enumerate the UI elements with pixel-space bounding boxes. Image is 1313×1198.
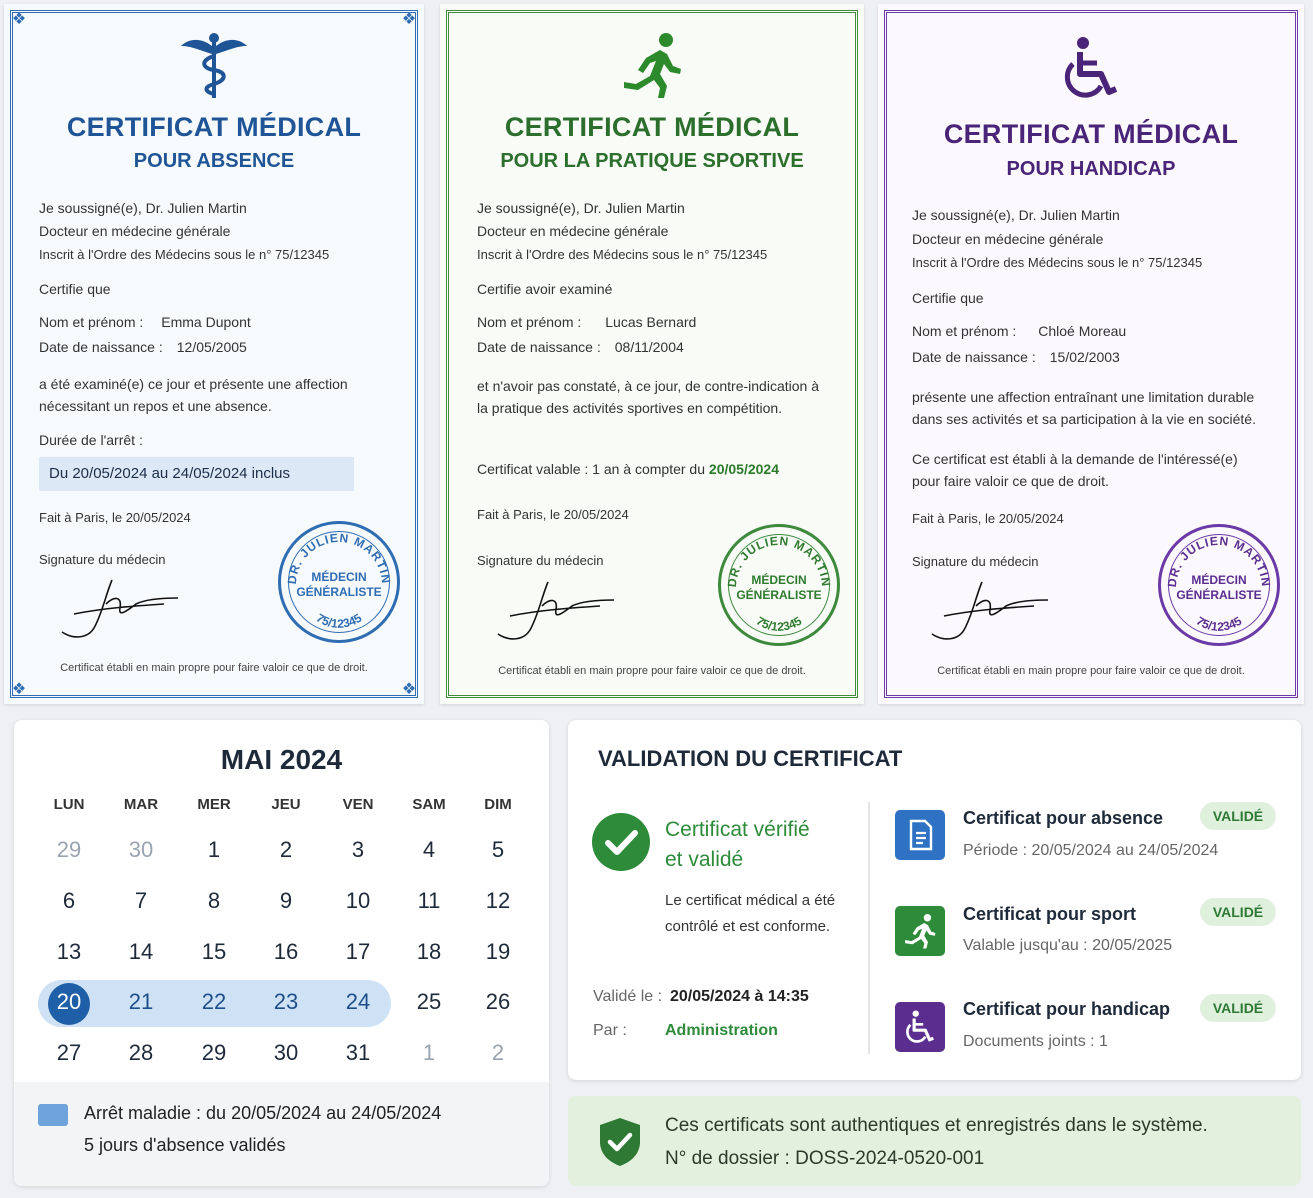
- shield-check-icon: [598, 1116, 642, 1173]
- item-title: Certificat pour absence: [963, 808, 1164, 828]
- status-line-1: Certificat vérifié: [665, 818, 810, 841]
- stamp-name: DR. JULIEN MARTIN: [1164, 533, 1274, 588]
- calendar-day[interactable]: 30: [273, 1040, 299, 1065]
- certificate-body: présente une affection entraînant une limitation durable dans ses activités et sa participation à la vie en société.: [912, 389, 1256, 427]
- validation-status: [665, 815, 810, 875]
- dob-label: Date de naissance :: [477, 339, 601, 355]
- calendar-day[interactable]: 8: [207, 888, 221, 913]
- calendar-day[interactable]: 17: [345, 939, 371, 964]
- doctor-title: Docteur en médecine générale: [912, 231, 1104, 247]
- calendar-day[interactable]: 4: [422, 837, 436, 862]
- calendar-day[interactable]: 29: [201, 1040, 227, 1065]
- calendar-day[interactable]: 23: [273, 989, 299, 1014]
- patient-dob: 12/05/2005: [176, 339, 247, 355]
- patient-name: Chloé Moreau: [1038, 323, 1127, 339]
- doctor-intro: Je soussigné(e), Dr. Julien Martin: [477, 200, 685, 216]
- stamp-role-1: MÉDECIN: [1191, 573, 1247, 587]
- dob-label: Date de naissance :: [39, 339, 163, 355]
- stamp-role-1: MÉDECIN: [751, 573, 807, 587]
- certificate-subtitle: POUR ABSENCE: [133, 150, 295, 172]
- certificate-title: CERTIFICAT MÉDICAL: [66, 112, 362, 142]
- stamp-role: [281, 570, 397, 600]
- done-at: Fait à Paris, le 20/05/2024: [39, 510, 191, 525]
- status-badge: VALIDÉ: [1200, 802, 1276, 830]
- doctor-title: Docteur en médecine générale: [39, 223, 231, 239]
- stamp-name: DR. JULIEN MARTIN: [724, 533, 834, 588]
- stamp-role-2: GÉNÉRALISTE: [296, 585, 382, 599]
- calendar-day[interactable]: 15: [201, 939, 227, 964]
- item-detail: Période : 20/05/2024 au 24/05/2024: [963, 842, 1219, 859]
- calendar-day[interactable]: 18: [416, 939, 442, 964]
- calendar-day[interactable]: 6: [62, 888, 76, 913]
- doctor-order: Inscrit à l'Ordre des Médecins sous le n° 75/12345: [477, 247, 768, 262]
- done-at: Fait à Paris, le 20/05/2024: [912, 511, 1064, 526]
- validation-title: VALIDATION DU CERTIFICAT: [598, 746, 903, 771]
- certificate-body: a été examiné(e) ce jour et présente une affection nécessitant un repos et une absence.: [39, 376, 348, 414]
- certificate-footer: Certificat établi en main propre pour faire valoir ce que de droit.: [498, 665, 806, 677]
- calendar-day[interactable]: 26: [485, 989, 511, 1014]
- certificate-body: et n'avoir pas constaté, à ce jour, de contre-indication à la pratique des activités sportives en compétition.: [477, 378, 819, 416]
- calendar-day[interactable]: 14: [128, 939, 154, 964]
- certify-text: Certifie avoir examiné: [477, 281, 613, 297]
- certificate-footer: Certificat établi en main propre pour faire valoir ce que de droit.: [60, 662, 368, 674]
- doctor-stamp: [1158, 524, 1280, 646]
- doctor-signature: [924, 576, 1054, 649]
- description-line-2: contrôlé et est conforme.: [665, 918, 831, 935]
- certificate-handicap: [878, 4, 1304, 704]
- stamp-number: 75/12345: [753, 613, 805, 634]
- calendar-day[interactable]: 31: [345, 1040, 371, 1065]
- certificate-absence: [4, 4, 424, 704]
- calendar-day[interactable]: 16: [273, 939, 299, 964]
- certificate-subtitle: POUR HANDICAP: [1006, 158, 1176, 180]
- duration-value: Du 20/05/2024 au 24/05/2024 inclus: [39, 457, 354, 491]
- validation-panel: [568, 720, 1301, 1080]
- caduceus-icon: [4, 32, 424, 105]
- calendar-day[interactable]: 30: [128, 837, 154, 862]
- certify-text: Certifie que: [912, 290, 984, 306]
- authenticity-text: Ces certificats sont authentiques et enregistrés dans le système.: [665, 1115, 1208, 1136]
- patient-dob: 08/11/2004: [614, 339, 684, 355]
- weekday-header: JEU: [271, 796, 301, 813]
- signature-label: Signature du médecin: [912, 554, 1039, 569]
- doctor-signature: [54, 574, 184, 647]
- corner-ornament-icon: ❖: [11, 679, 27, 698]
- validity-row: [477, 461, 779, 477]
- calendar-day[interactable]: 7: [134, 888, 148, 913]
- weekday-header: VEN: [342, 796, 374, 813]
- weekday-header: MAR: [123, 796, 159, 813]
- stamp-role-2: GÉNÉRALISTE: [1176, 588, 1262, 602]
- calendar-day[interactable]: 9: [279, 888, 293, 913]
- certificate-title: CERTIFICAT MÉDICAL: [943, 119, 1239, 149]
- stamp-role: [721, 573, 837, 603]
- calendar-day[interactable]: 3: [351, 837, 365, 862]
- calendar-day[interactable]: 28: [128, 1040, 154, 1065]
- calendar-day[interactable]: 20: [56, 989, 82, 1014]
- status-badge: VALIDÉ: [1200, 994, 1276, 1022]
- calendar-day[interactable]: 19: [485, 939, 511, 964]
- certificate-sport: [440, 4, 864, 704]
- signature-label: Signature du médecin: [39, 552, 166, 567]
- check-circle-icon: [592, 813, 650, 871]
- corner-ornament-icon: ❖: [11, 9, 27, 28]
- certificate-body-2: Ce certificat est établi à la demande de l'intéressé(e) pour faire valoir ce que de droit.: [912, 451, 1238, 489]
- patient-name: Lucas Bernard: [605, 314, 697, 330]
- item-title: Certificat pour handicap: [963, 999, 1171, 1019]
- patient-dob: 15/02/2003: [1049, 349, 1120, 365]
- signature-label: Signature du médecin: [477, 553, 604, 568]
- patient-name-row: [39, 314, 251, 330]
- calendar-day[interactable]: 25: [416, 989, 442, 1014]
- dob-label: Date de naissance :: [912, 349, 1036, 365]
- runner-icon: [440, 32, 864, 103]
- doctor-order: Inscrit à l'Ordre des Médecins sous le n° 75/12345: [912, 255, 1203, 270]
- patient-name: Emma Dupont: [161, 314, 251, 330]
- calendar-day[interactable]: 21: [128, 989, 154, 1014]
- wheelchair-icon: [878, 36, 1304, 105]
- patient-dob-row: [477, 339, 684, 355]
- validated-by-value: Administration: [665, 1022, 778, 1039]
- certificate-subtitle: POUR LA PRATIQUE SPORTIVE: [500, 150, 804, 172]
- validity-prefix: Certificat valable : 1 an à compter du: [477, 461, 706, 477]
- doctor-intro: Je soussigné(e), Dr. Julien Martin: [912, 207, 1120, 223]
- validation-description: [665, 888, 835, 940]
- authenticity-banner: [568, 1096, 1301, 1186]
- calendar-day[interactable]: 12: [485, 888, 511, 913]
- doctor-order: Inscrit à l'Ordre des Médecins sous le n° 75/12345: [39, 247, 330, 262]
- legend-line-2: 5 jours d'absence validés: [84, 1135, 286, 1155]
- name-label: Nom et prénom :: [39, 314, 144, 330]
- stamp-role-2: GÉNÉRALISTE: [736, 588, 822, 602]
- validated-by-label: Par :: [593, 1022, 627, 1039]
- certificate-footer: Certificat établi en main propre pour faire valoir ce que de droit.: [937, 665, 1245, 677]
- calendar-day[interactable]: 13: [56, 939, 82, 964]
- wheelchair-icon: [895, 1002, 945, 1052]
- calendar-day[interactable]: 1: [207, 837, 221, 862]
- item-title: Certificat pour sport: [963, 904, 1137, 924]
- doctor-stamp: [718, 524, 840, 646]
- case-number: N° de dossier : DOSS-2024-0520-001: [665, 1148, 985, 1169]
- patient-dob-row: [912, 349, 1120, 365]
- description-line-1: Le certificat médical a été: [665, 892, 836, 909]
- legend-swatch: [38, 1104, 68, 1126]
- weekday-header: SAM: [412, 796, 446, 813]
- document-icon: [895, 810, 945, 860]
- name-label: Nom et prénom :: [912, 323, 1017, 339]
- calendar-legend: [14, 1082, 549, 1186]
- svg-text:75/12345: [754, 614, 805, 634]
- done-at: Fait à Paris, le 20/05/2024: [477, 507, 629, 522]
- calendar-day[interactable]: 11: [417, 888, 441, 913]
- certificate-title: CERTIFICAT MÉDICAL: [504, 112, 800, 142]
- weekday-header: MER: [197, 796, 231, 813]
- legend-line-1: Arrêt maladie : du 20/05/2024 au 24/05/2024: [84, 1103, 442, 1123]
- status-badge: VALIDÉ: [1200, 898, 1276, 926]
- stamp-role-1: MÉDECIN: [311, 570, 367, 584]
- calendar-day[interactable]: 5: [491, 837, 505, 862]
- validity-date: 20/05/2024: [708, 461, 779, 477]
- item-detail: Valable jusqu'au : 20/05/2025: [963, 937, 1173, 954]
- status-line-2: et validé: [665, 848, 744, 871]
- certify-text: Certifie que: [39, 281, 111, 297]
- corner-ornament-icon: ❖: [401, 679, 417, 698]
- weekday-header: LUN: [53, 796, 85, 813]
- validated-value: 20/05/2024 à 14:35: [670, 988, 809, 1005]
- svg-text:75/12345: [1194, 614, 1245, 634]
- stamp-number: 75/12345: [1193, 613, 1245, 634]
- weekday-header: DIM: [484, 796, 512, 813]
- doctor-signature: [490, 576, 620, 649]
- name-label: Nom et prénom :: [477, 314, 582, 330]
- calendar-day[interactable]: 2: [279, 837, 293, 862]
- patient-name-row: [912, 323, 1126, 339]
- runner-icon: [895, 906, 945, 956]
- calendar-month-title: MAI 2024: [220, 744, 343, 775]
- calendar-day[interactable]: 1: [422, 1040, 436, 1065]
- stamp-number: 75/12345: [313, 610, 365, 631]
- calendar-day[interactable]: 27: [56, 1040, 82, 1065]
- validated-label: Validé le :: [593, 988, 663, 1005]
- calendar-day[interactable]: 29: [56, 837, 82, 862]
- doctor-intro: Je soussigné(e), Dr. Julien Martin: [39, 200, 247, 216]
- doctor-title: Docteur en médecine générale: [477, 223, 669, 239]
- calendar-day[interactable]: 24: [345, 989, 371, 1014]
- calendar-panel: [14, 720, 549, 1186]
- duration-label: Durée de l'arrêt :: [39, 432, 143, 448]
- doctor-stamp: [278, 521, 400, 643]
- calendar-day[interactable]: 2: [491, 1040, 505, 1065]
- svg-text:75/12345: [314, 611, 365, 631]
- panel-divider: [868, 802, 870, 1054]
- corner-ornament-icon: ❖: [401, 9, 417, 28]
- calendar-day[interactable]: 10: [345, 888, 371, 913]
- item-detail: Documents joints : 1: [963, 1033, 1108, 1050]
- stamp-role: [1161, 573, 1277, 603]
- patient-dob-row: [39, 339, 247, 355]
- stamp-name: DR. JULIEN MARTIN: [284, 530, 394, 585]
- calendar-day[interactable]: 22: [201, 989, 227, 1014]
- patient-name-row: [477, 314, 696, 330]
